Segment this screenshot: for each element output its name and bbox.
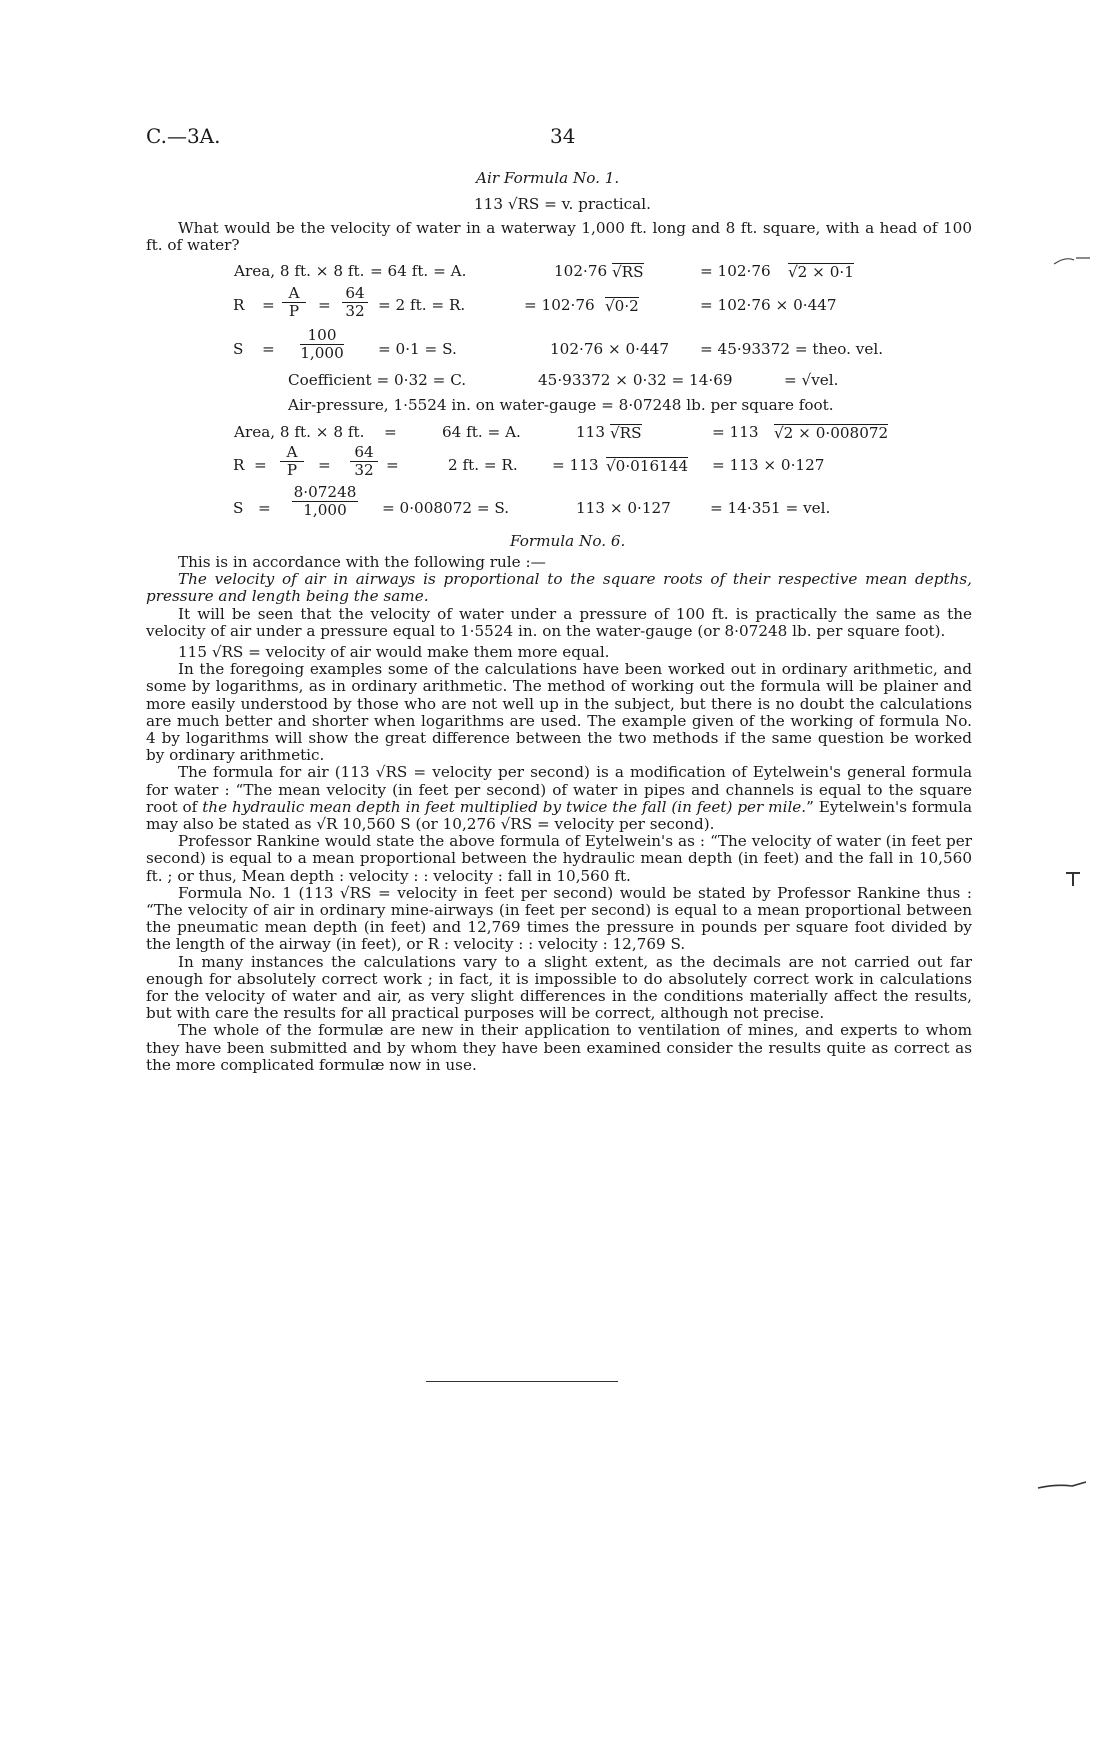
- equals-sign: =: [262, 340, 275, 358]
- water-area-value: = 64 ft. = A.: [370, 262, 467, 280]
- equals-sign: =: [254, 456, 267, 474]
- paragraph-3: In the foregoing examples some of the calculations have been worked out in ordinary arithmetic, and some by logarithms, as in ordinary arithmetic. The method of working out the formula will be plainer and more easily understood by those who are not well up in the subject, but there is no doubt the calculations are much better and shorter when logarithms are used. The example given of the working of formula No. 4 by logarithms will show the great difference between the two methods if the same question be worked by ordinary arithmetic.: [146, 660, 972, 765]
- air-m1c: = 113: [712, 423, 759, 441]
- water-m1b: √RS: [612, 263, 644, 281]
- air-s-label: S: [233, 499, 244, 517]
- air-m1b: √RS: [610, 424, 642, 442]
- scan-mark-top-right: [1052, 254, 1092, 268]
- water-r-value: = 2 ft. = R.: [378, 296, 466, 314]
- water-m4a: 45·93372 × 0·32 = 14·69: [538, 371, 733, 389]
- water-m2a: = 102·76: [524, 296, 595, 314]
- water-m1a: 102·76: [554, 262, 608, 280]
- equals-sign: =: [384, 423, 397, 441]
- air-m1a: 113: [576, 423, 605, 441]
- fraction-64-over-32: [342, 285, 368, 320]
- air-m2a: = 113: [552, 456, 599, 474]
- body-text: [146, 554, 972, 1074]
- fraction-64-over-32: [350, 444, 378, 479]
- denominator: 1,000: [292, 501, 358, 519]
- numerator: 8·07248: [293, 483, 357, 501]
- air-m2c: = 113 × 0·127: [712, 456, 825, 474]
- water-m2c: = 102·76 × 0·447: [700, 296, 837, 314]
- paragraph-7: In many instances the calculations vary to a slight extent, as the decimals are not carried out far enough for absolutely correct work ; in fact, it is impossible to do absolutely correct work in calculations for the velocity of water and air, as very slight differences in the conditions materially affect the results, but with care the results for all practical purposes will be correct, although not precise.: [146, 952, 972, 1023]
- numerator: 64: [354, 443, 374, 461]
- equals-sign: =: [318, 296, 331, 314]
- numerator: A: [286, 443, 298, 461]
- paragraph-5: Professor Rankine would state the above formula of Eytelwein's as : “The velocity of water (in feet per second) is equal to a mean proportional between the hydraulic mean depth (in feet) and the fall in 10,560 ft. ; or thus, Mean depth : velocity : : velocity : fall in 10,560 ft.: [146, 832, 972, 885]
- question-text: What would be the velocity of water in a waterway 1,000 ft. long and 8 ft. square, with a head of 100 ft. of water?: [146, 219, 972, 255]
- air-formula-title: Air Formula No. 1.: [476, 169, 620, 187]
- water-m1c: = 102·76: [700, 262, 771, 280]
- air-m2b: √0·016144: [606, 457, 689, 475]
- water-m3a: 102·76 × 0·447: [550, 340, 670, 358]
- air-pressure-line: Air-pressure, 1·5524 in. on water-gauge = 8·07248 lb. per square foot.: [288, 396, 834, 414]
- end-rule: [426, 1381, 618, 1382]
- equals-sign: =: [386, 456, 399, 474]
- denominator: 32: [342, 302, 368, 320]
- water-s-label: S: [233, 340, 244, 358]
- water-m4b: = √vel.: [784, 371, 839, 389]
- equals-sign: =: [262, 296, 275, 314]
- water-m3b: = 45·93372 = theo. vel.: [700, 340, 884, 358]
- fraction-a-over-p: [282, 285, 306, 320]
- denominator: 32: [350, 461, 378, 479]
- paragraph-6: Formula No. 1 (113 √RS = velocity in feet per second) would be stated by Professor Rankine thus : “The velocity of air in ordinary mine-airways (in feet per second) is equal to a mean proportional between the pneumatic mean depth (in feet) and 12,769 times the pressure in pounds per square foot divided by the length of the airway (in feet), or R : velocity : : velocity : 12,769 S.: [146, 883, 972, 954]
- air-m3a: 113 × 0·127: [576, 499, 671, 517]
- air-r-value: 2 ft. = R.: [448, 456, 518, 474]
- rule-text: The velocity of air in airways is proportional to the square roots of their respective mean depths, pressure and length being the same.: [146, 570, 972, 606]
- scan-mark-bottom-right: [1036, 1480, 1088, 1492]
- air-m3b: = 14·351 = vel.: [710, 499, 831, 517]
- document-reference: C.—3A.: [146, 124, 221, 148]
- fraction-a-over-p: [280, 444, 304, 479]
- air-formula-expression: 113 √RS = v. practical.: [474, 195, 651, 213]
- equals-sign: =: [258, 499, 271, 517]
- water-question: [146, 220, 972, 254]
- denominator: 1,000: [300, 344, 344, 362]
- water-r-label: R: [233, 296, 245, 314]
- water-area-label: Area, 8 ft. × 8 ft.: [234, 262, 365, 280]
- water-s-value: = 0·1 = S.: [378, 340, 457, 358]
- air-area-value: 64 ft. = A.: [442, 423, 521, 441]
- numerator: 64: [345, 284, 365, 302]
- equals-sign: =: [318, 456, 331, 474]
- scan-mark-right: [1064, 870, 1084, 888]
- air-s-value: = 0·008072 = S.: [382, 499, 510, 517]
- paragraph-2: 115 √RS = velocity of air would make them more equal.: [178, 643, 610, 662]
- page-number: 34: [550, 124, 576, 148]
- fraction-8-07248-over-1000: [292, 484, 358, 519]
- formula-6-title: Formula No. 6.: [510, 532, 626, 550]
- numerator: A: [288, 284, 300, 302]
- air-m1d: √2 × 0·008072: [774, 424, 889, 442]
- paragraph-4: [146, 764, 972, 833]
- numerator: 100: [307, 326, 337, 344]
- rule-intro: This is in accordance with the following rule :—: [178, 553, 546, 571]
- paragraph-4-italic: the hydraulic mean depth in feet multiplied by twice the fall (in feet) per mile.: [202, 797, 807, 816]
- denominator: P: [280, 461, 304, 479]
- denominator: P: [282, 302, 306, 320]
- paragraph-4-end: ” Eytelwein's formula may also be stated as √R 10,560 S (or 10,276 √RS = velocity per second).: [146, 797, 973, 834]
- paragraph-4-start: The formula for air (113 √RS = velocity per second) is a modification of Eytelwein's general formula for water : “The mean velocity (in feet per second) of water in pipes and channels is equal to the square root of: [146, 763, 972, 816]
- air-area-label: Area, 8 ft. × 8 ft.: [234, 423, 365, 441]
- paragraph-8: The whole of the formulæ are new in their application to ventilation of mines, and experts to whom they have been submitted and by whom they have been examined consider the results quite as correct as the more complicated formulæ now in use.: [146, 1021, 972, 1074]
- water-m2b: √0·2: [605, 297, 639, 315]
- fraction-100-over-1000: [300, 327, 344, 362]
- air-r-label: R: [233, 456, 245, 474]
- water-m1d: √2 × 0·1: [788, 263, 854, 281]
- paragraph-1: It will be seen that the velocity of water under a pressure of 100 ft. is practically the same as the velocity of air under a pressure equal to 1·5524 in. on the water-gauge (or 8·07248 lb. per square foot).: [146, 604, 972, 640]
- water-coefficient: Coefficient = 0·32 = C.: [288, 371, 467, 389]
